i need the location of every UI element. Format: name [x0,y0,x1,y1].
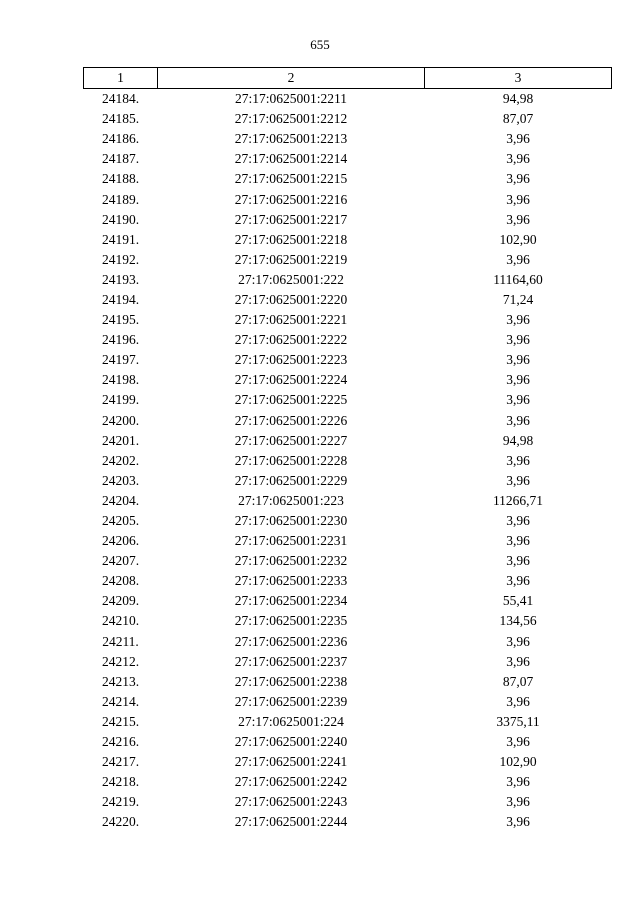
table-row [84,189,612,209]
table-row [84,390,612,410]
header-row [84,68,612,89]
row-number-cell: 24210. [101,613,140,629]
value-cell: 87,07 [502,673,534,689]
cadastral-number-cell: 27:17:0625001:224 [238,713,344,729]
table-row [84,812,612,832]
value-cell: 71,24 [502,291,534,307]
table-row [84,169,612,189]
cadastral-number-cell: 27:17:0625001:2240 [234,734,348,750]
row-number-cell: 24191. [101,231,140,247]
column-header-2: 2 [158,68,425,89]
table-row [84,571,612,591]
value-cell: 102,90 [499,754,537,770]
value-cell: 94,98 [502,91,534,107]
cadastral-number-cell: 27:17:0625001:2242 [234,774,348,790]
table-row [84,792,612,812]
value-cell: 3,96 [506,533,530,549]
value-cell: 3375,11 [496,713,540,729]
value-cell: 3,96 [506,653,530,669]
table-row [84,692,612,712]
row-number-cell: 24218. [101,774,140,790]
table-row [84,611,612,631]
cadastral-number-cell: 27:17:0625001:2221 [234,312,348,328]
value-cell: 3,96 [506,372,530,388]
table-row [84,752,612,772]
table-row [84,732,612,752]
cadastral-number-cell: 27:17:0625001:2232 [234,553,348,569]
cadastral-number-cell: 27:17:0625001:2212 [234,111,348,127]
value-cell: 3,96 [506,412,530,428]
value-cell: 3,96 [506,171,530,187]
value-cell: 94,98 [502,432,534,448]
value-cell: 87,07 [502,111,534,127]
table-row [84,89,612,110]
row-number-cell: 24215. [101,713,140,729]
value-cell: 134,56 [499,613,537,629]
value-cell: 11266,71 [492,492,544,508]
row-number-cell: 24195. [101,312,140,328]
row-number-cell: 24217. [101,754,140,770]
value-cell: 3,96 [506,633,530,649]
cadastral-number-cell: 27:17:0625001:2230 [234,513,348,529]
table-row [84,491,612,511]
table-row [84,672,612,692]
value-cell: 3,96 [506,472,530,488]
row-number-cell: 24196. [101,332,140,348]
row-number-cell: 24184. [101,91,140,107]
table-row [84,652,612,672]
row-number-cell: 24207. [101,553,140,569]
row-number-cell: 24201. [101,432,140,448]
value-cell: 3,96 [506,332,530,348]
table-row [84,511,612,531]
cadastral-number-cell: 27:17:0625001:2244 [234,814,348,830]
row-number-cell: 24187. [101,151,140,167]
cadastral-number-cell: 27:17:0625001:2227 [234,432,348,448]
cadastral-number-cell: 27:17:0625001:2228 [234,452,348,468]
table-body [84,89,612,833]
cadastral-number-cell: 27:17:0625001:2225 [234,392,348,408]
cadastral-number-cell: 27:17:0625001:2235 [234,613,348,629]
row-number-cell: 24209. [101,593,140,609]
row-number-cell: 24211. [102,633,139,649]
value-cell: 3,96 [506,131,530,147]
cadastral-number-cell: 27:17:0625001:2224 [234,372,348,388]
cadastral-number-cell: 27:17:0625001:2219 [234,251,348,267]
value-cell: 3,96 [506,191,530,207]
row-number-cell: 24190. [101,211,140,227]
table-row [84,411,612,431]
table-row [84,210,612,230]
row-number-cell: 24192. [101,251,140,267]
table-row [84,531,612,551]
table-row [84,109,612,129]
cadastral-number-cell: 27:17:0625001:2214 [234,151,348,167]
cadastral-number-cell: 27:17:0625001:2226 [234,412,348,428]
row-number-cell: 24206. [101,533,140,549]
row-number-cell: 24216. [101,734,140,750]
column-header-1: 1 [84,68,158,89]
table-row [84,250,612,270]
cadastral-number-cell: 27:17:0625001:2220 [234,291,348,307]
page-number: 655 [310,37,330,52]
row-number-cell: 24220. [101,814,140,830]
cadastral-number-cell: 27:17:0625001:2241 [234,754,348,770]
row-number-cell: 24208. [101,573,140,589]
value-cell: 3,96 [506,734,530,750]
table-row [84,270,612,290]
cadastral-number-cell: 27:17:0625001:223 [238,492,344,508]
table-row [84,591,612,611]
row-number-cell: 24199. [101,392,140,408]
table-row [84,451,612,471]
value-cell: 11164,60 [493,271,543,287]
value-cell: 3,96 [506,352,530,368]
row-number-cell: 24202. [101,452,140,468]
table-row [84,129,612,149]
row-number-cell: 24219. [101,794,140,810]
value-cell: 3,96 [506,151,530,167]
table-row [84,632,612,652]
row-number-cell: 24198. [101,372,140,388]
value-cell: 3,96 [506,392,530,408]
cadastral-number-cell: 27:17:0625001:2222 [234,332,348,348]
cadastral-number-cell: 27:17:0625001:2229 [234,472,348,488]
row-number-cell: 24205. [101,513,140,529]
row-number-cell: 24193. [101,271,140,287]
column-header-3: 3 [425,68,612,89]
value-cell: 3,96 [506,794,530,810]
cadastral-number-cell: 27:17:0625001:222 [238,271,344,287]
table-row [84,350,612,370]
value-cell: 55,41 [502,593,534,609]
value-cell: 3,96 [506,452,530,468]
table-row [84,330,612,350]
cadastral-number-cell: 27:17:0625001:2234 [234,593,348,609]
table-row [84,149,612,169]
cadastral-number-cell: 27:17:0625001:2237 [234,653,348,669]
value-cell: 102,90 [499,231,537,247]
value-cell: 3,96 [506,814,530,830]
cadastral-number-cell: 27:17:0625001:2236 [234,633,348,649]
cadastral-number-cell: 27:17:0625001:2231 [234,533,348,549]
value-cell: 3,96 [506,251,530,267]
value-cell: 3,96 [506,513,530,529]
table-row [84,551,612,571]
cadastral-number-cell: 27:17:0625001:2233 [234,573,348,589]
cadastral-number-cell: 27:17:0625001:2213 [234,131,348,147]
row-number-cell: 24185. [101,111,140,127]
cadastral-number-cell: 27:17:0625001:2215 [234,171,348,187]
row-number-cell: 24212. [101,653,140,669]
table-row [84,370,612,390]
row-number-cell: 24203. [101,472,140,488]
cadastral-number-cell: 27:17:0625001:2218 [234,231,348,247]
table-row [84,772,612,792]
row-number-cell: 24200. [101,412,140,428]
value-cell: 3,96 [506,211,530,227]
value-cell: 3,96 [506,312,530,328]
row-number-cell: 24186. [101,131,140,147]
row-number-cell: 24194. [101,291,140,307]
table-row [84,431,612,451]
cadastral-number-cell: 27:17:0625001:2211 [234,91,347,107]
cadastral-number-cell: 27:17:0625001:2223 [234,352,348,368]
cadastral-number-cell: 27:17:0625001:2239 [234,693,348,709]
row-number-cell: 24214. [101,693,140,709]
value-cell: 3,96 [506,693,530,709]
row-number-cell: 24189. [101,191,140,207]
table-row [84,310,612,330]
cadastral-number-cell: 27:17:0625001:2217 [234,211,348,227]
table-header [84,68,612,89]
row-number-cell: 24204. [101,492,140,508]
table-row [84,471,612,491]
row-number-cell: 24213. [101,673,140,689]
table-row [84,290,612,310]
row-number-cell: 24197. [101,352,140,368]
data-table [83,67,612,832]
row-number-cell: 24188. [101,171,140,187]
value-cell: 3,96 [506,774,530,790]
cadastral-number-cell: 27:17:0625001:2243 [234,794,348,810]
table-row [84,230,612,250]
cadastral-number-cell: 27:17:0625001:2238 [234,673,348,689]
value-cell: 3,96 [506,553,530,569]
value-cell: 3,96 [506,573,530,589]
table-row [84,712,612,732]
cadastral-number-cell: 27:17:0625001:2216 [234,191,348,207]
